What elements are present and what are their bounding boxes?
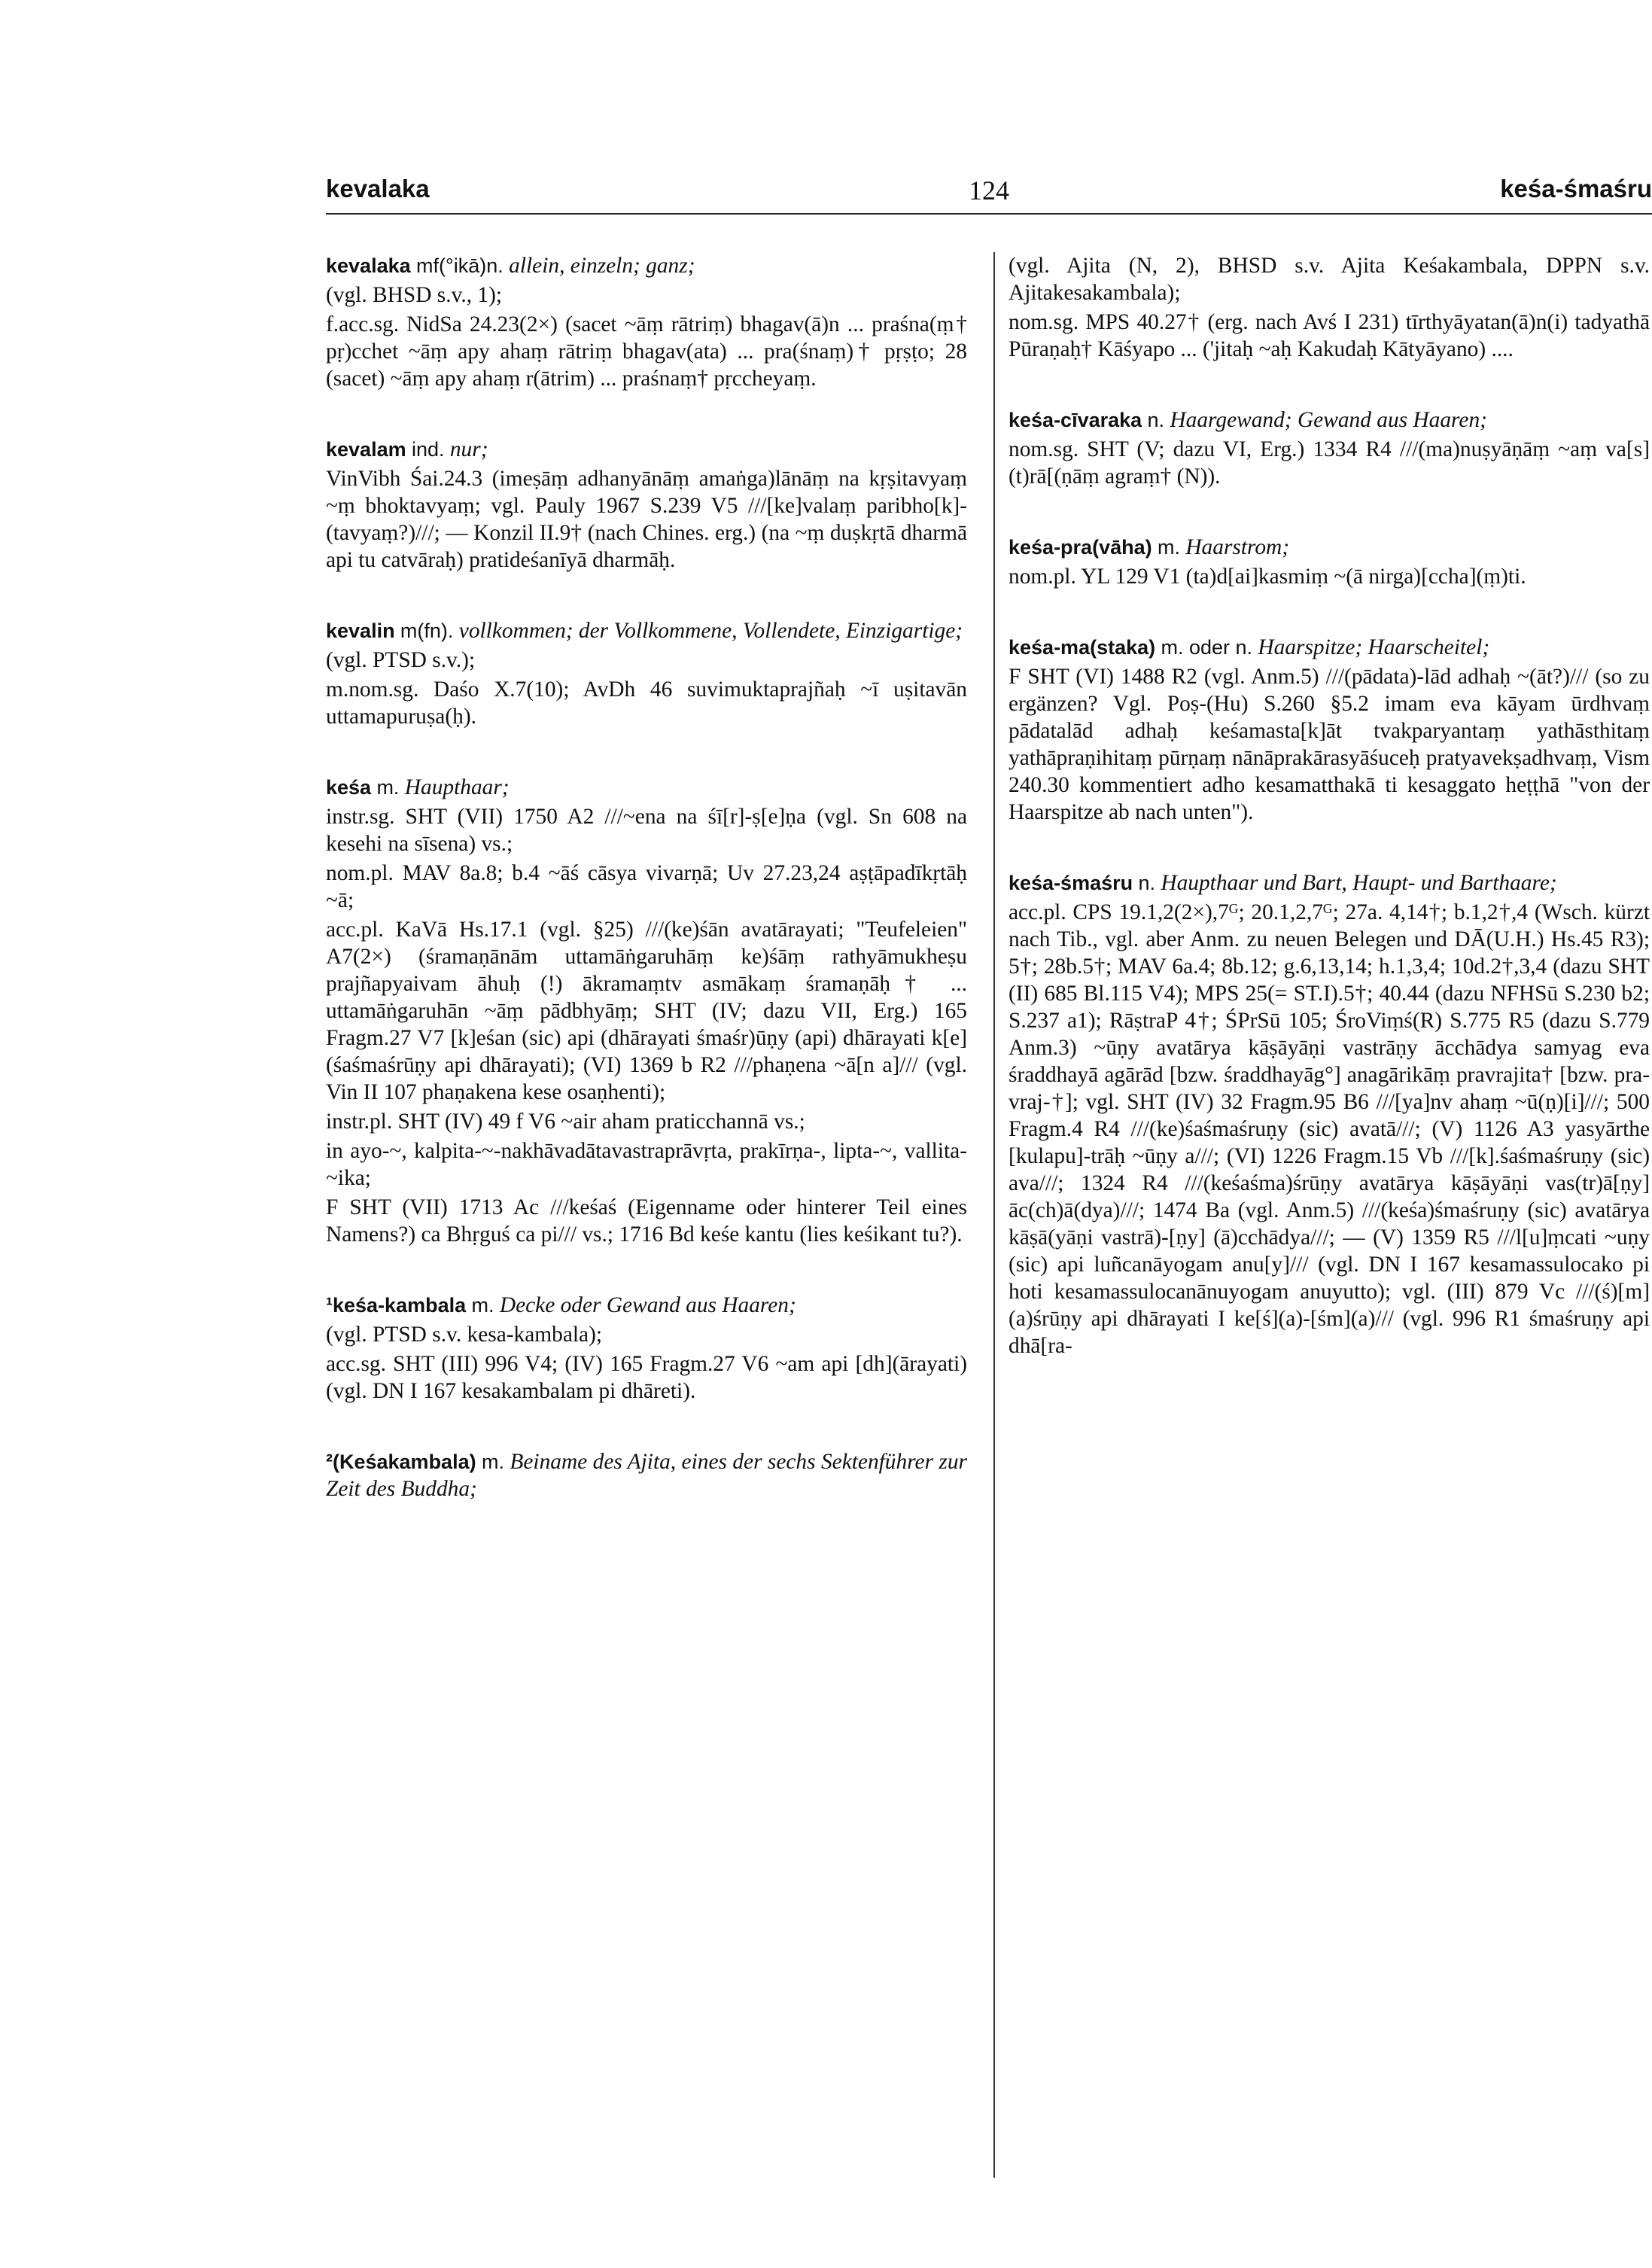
dictionary-entry xyxy=(1009,252,1650,363)
dictionary-entry xyxy=(1009,634,1650,826)
grammar-label: m. xyxy=(471,1294,494,1317)
entry-line: in ayo-~, kalpita-~-nakhāvadātavastraprāvṛta, prakīrṇa-, lipta-~, vallita-~ika; xyxy=(326,1139,967,1190)
gloss: vollkommen; der Vollkommene, Vollendete, Einzigartige; xyxy=(458,619,963,643)
headword: keśa-ma(staka) xyxy=(1009,636,1156,659)
page-header xyxy=(326,175,1652,211)
page-number: 124 xyxy=(969,175,1009,205)
headword: kevalam xyxy=(326,438,406,461)
dictionary-entry xyxy=(326,252,967,392)
headword: ¹keśa-kambala xyxy=(326,1294,467,1317)
gloss: Beiname des Ajita, eines der sechs Sektenführer zur Zeit des Buddha; xyxy=(326,1450,967,1501)
gloss: Haarspitze; Haarscheitel; xyxy=(1258,635,1490,659)
entry-heading xyxy=(326,436,967,463)
running-head-right: keśa-śmaśru xyxy=(1500,175,1652,202)
dictionary-entry xyxy=(326,1292,967,1405)
headword: kevalin xyxy=(326,620,395,642)
dictionary-entry xyxy=(326,1448,967,1502)
entry-line: nom.pl. YL 129 V1 (ta)d[ai]kasmiṃ ~(ā nirga)[ccha](ṃ)ti. xyxy=(1009,565,1526,589)
entry-line: nom.pl. MAV 8a.8; b.4 ~āś cāsya vivarṇā; Uv 27.23,24 aṣṭāpadīkṛtāḥ ~ā; xyxy=(326,861,967,912)
entry-heading xyxy=(1009,534,1650,561)
entry-line: (vgl. Ajita (N, 2), BHSD s.v. Ajita Keśakambala, DPPN s.v. Ajitakesakambala); xyxy=(1009,254,1650,305)
grammar-label: m. xyxy=(1157,536,1180,559)
gloss: nur; xyxy=(449,437,488,461)
grammar-label: ind. xyxy=(411,438,445,461)
entry-line: (vgl. PTSD s.v.); xyxy=(326,648,476,672)
headword: keśa-pra(vāha) xyxy=(1009,536,1152,559)
entry-heading xyxy=(326,1448,967,1502)
entry-line: instr.sg. SHT (VII) 1750 A2 ///~ena na śī[r]-ṣ[e]ṇa (vgl. Sn 608 na kesehi na sīsena) vs.; xyxy=(326,805,967,856)
gloss: Decke oder Gewand aus Haaren; xyxy=(499,1293,796,1317)
headword: keśa-śmaśru xyxy=(1009,872,1133,894)
entry-line: F SHT (VI) 1488 R2 (vgl. Anm.5) ///(pādata)-lād adhaḥ ~(āt?)/// (so zu ergänzen? Vgl. Poṣ-(Hu) S.260 §5.2 imam eva kāyam ūrdhvaṃ pādatalād adhaḥ keśamasta[k]āt tvakparyantaṃ yathāsthitaṃ yathāpraṇihitaṃ pūrṇaṃ nānāprakārasyāśuceḥ pratyavekṣadhvaṃ, Vism 240.30 kommentiert adho kesamatthakā ti kesaggato heṭṭhā "von der Haarspitze ab nach unten"). xyxy=(1009,665,1650,824)
entry-heading xyxy=(326,617,967,644)
grammar-label: mf(°ikā)n. xyxy=(415,254,504,277)
entry-line: nom.sg. MPS 40.27† (erg. nach Avś I 231) tīrthyāyatan(ā)n(i) tadyathā Pūraṇaḥ† Kāśyapo ... ('jitaḥ ~aḥ Kakudaḥ Kātyāyano) .... xyxy=(1009,310,1650,361)
headword: keśa xyxy=(326,776,372,799)
gloss: Haupthaar und Bart, Haupt- und Barthaare; xyxy=(1161,871,1557,895)
dictionary-entry xyxy=(326,774,967,1248)
right-column xyxy=(1009,252,1650,1403)
entry-line: acc.sg. SHT (III) 996 V4; (IV) 165 Fragm.27 V6 ~am api [dh](ārayati) (vgl. DN I 167 kesakambalam pi dhāreti). xyxy=(326,1352,967,1403)
dictionary-entry xyxy=(1009,869,1650,1359)
dictionary-entry xyxy=(1009,406,1650,490)
header-rule xyxy=(326,213,1652,215)
entry-line: acc.pl. CPS 19.1,2(2×),7ᴳ; 20.1,2,7ᴳ; 27a. 4,14†; b.1,2†,4 (Wsch. kürzt nach Tib., vgl. aber Anm. zu neuen Belegen und DĀ(U.H.) Hs.45 R3); 5†; 28b.5†; MAV 6a.4; 8b.12; g.6,13,14; h.1,3,4; 10d.2†,3,4 (dazu SHT (II) 685 Bl.115 V4); MPS 25(= ST.I).5†; 40.44 (dazu NFHSū S.230 b2; S.237 a1); RāṣtraP 4†; ŚPrSū 105; ŚroViṃś(R) S.775 R5 (dazu S.779 Anm.3) ~ūṇy avatārya kāṣāyāṇi vastrāṇy ācchādya samyag eva śraddhayā agārād [bzw. śraddhayāg°] anagārikāṃ pravrajita† [bzw. pra-vraj-†]; vgl. SHT (IV) 32 Fragm.95 B6 ///[ya]nv ahaṃ ~ū(ṇ)[i]///; 500 Fragm.4 R4 ///(ke)śaśmaśruṇy (sic) avatā///; (V) 1126 A3 yasyārthe [kulapu]-trāḥ ~ūṇy a///; (VI) 1226 Fragm.15 Vb ///[k].śaśmaśruṇy (sic) ava///; 1324 R4 ///(keśaśma)śrūṇy avatārya kāṣāyāṇi vas(tr)ā[ṇy] āc(ch)ā(dya)///; 1474 Ba (vgl. Anm.5) ///(keśa)śmaśruṇy (sic) avatārya kāṣā(yāṇi vastrā)-[ṇy] (ā)cchādya///; — (V) 1359 R5 ///l[u]ṃcati ~uṇy (sic) api luñcanāyogam anu[y]/// (vgl. DN I 167 kesamassulocako pi hoti kesamassulocanānuyogam anuyutto); vgl. (III) 879 Vc ///(ś)[m](a)śrūṇy api dhārayati I ke[ś](a)-[śm](a)/// (vgl. 996 R1 śmaśruṇy api dhā[ra- xyxy=(1009,900,1650,1358)
gloss: allein, einzeln; ganz; xyxy=(509,254,695,278)
entry-line: (vgl. BHSD s.v., 1); xyxy=(326,283,503,307)
grammar-label: n. xyxy=(1138,872,1156,894)
entry-line: m.nom.sg. Daśo X.7(10); AvDh 46 suvimuktaprajñaḥ ~ī uṣitavān uttamapuruṣa(ḥ). xyxy=(326,677,967,729)
entry-line: (vgl. PTSD s.v. kesa-kambala); xyxy=(326,1323,603,1347)
entry-line: instr.pl. SHT (IV) 49 f V6 ~air aham praticchannā vs.; xyxy=(326,1110,805,1134)
gloss: Haargewand; Gewand aus Haaren; xyxy=(1170,408,1487,432)
entry-line: f.acc.sg. NidSa 24.23(2×) (sacet ~āṃ rātriṃ) bhagav(ā)n ... praśna(ṃ† pṛ)cchet ~āṃ apy ahaṃ rātriṃ bhagav(ata) ... pra(śnaṃ)† pṛṣṭo; 28 (sacet) ~āṃ apy ahaṃ r(ātrim) ... praśnaṃ† pṛccheyaṃ. xyxy=(326,312,967,391)
dictionary-entry xyxy=(326,617,967,730)
entry-heading xyxy=(326,1292,967,1319)
column-divider xyxy=(993,252,995,2178)
left-column xyxy=(326,252,967,1546)
grammar-label: m. xyxy=(376,776,400,799)
entry-heading xyxy=(1009,634,1650,661)
entry-heading xyxy=(1009,869,1650,897)
entry-line: VinVibh Śai.24.3 (imeṣāṃ adhanyānāṃ amaṅga)lānāṃ na kṛṣitavyaṃ ~ṃ bhoktavyaṃ; vgl. Pauly 1967 S.239 V5 ///[ke]valaṃ paribho[k]-(tavyaṃ?)///; — Konzil II.9† (nach Chines. erg.) (na ~ṃ duṣkṛtā dharmā api tu catvāraḥ) pratideśanīyā dharmāḥ. xyxy=(326,467,967,572)
grammar-label: m(fn). xyxy=(400,620,454,642)
grammar-label: m. xyxy=(482,1451,504,1473)
entry-heading xyxy=(1009,406,1650,434)
grammar-label: m. oder n. xyxy=(1161,636,1253,659)
entry-line: F SHT (VII) 1713 Ac ///keśaś (Eigenname oder hinterer Teil eines Namens?) ca Bhṛguś ca pi/// vs.; 1716 Bd keśe kantu (lies keśikant tu?). xyxy=(326,1195,967,1247)
gloss: Haarstrom; xyxy=(1185,535,1290,559)
headword: ²(Keśakambala) xyxy=(326,1451,476,1473)
headword: keśa-cīvaraka xyxy=(1009,409,1142,431)
headword: kevalaka xyxy=(326,254,411,277)
gloss: Haupthaar; xyxy=(404,775,510,799)
dictionary-entry xyxy=(326,436,967,574)
dictionary-entry xyxy=(1009,534,1650,590)
entry-heading xyxy=(326,774,967,801)
entry-line: acc.pl. KaVā Hs.17.1 (vgl. §25) ///(ke)śān avatārayati; "Teufeleien" A7(2×) (śramaṇānām uttamāṅgaruhāṃ ke)śāṃ rathyāmukheṣu prajñapyaivam āhuḥ (!) ākramaṃtv asmākaṃ śramaṇāḥ† ... uttamāṅgaruhān ~āṃ pādbhyāṃ; SHT (IV; dazu VII, Erg.) 165 Fragm.27 V7 [k]eśan (sic) api (dhārayati śmaśr)ūṇy (api) dhārayati k[e](śaśmaśrūṇy api dhārayati); (VI) 1369 b R2 ///phaṇena ~ā[n a]/// (vgl. Vin II 107 phaṇakena kese osaṇhenti); xyxy=(326,918,967,1104)
grammar-label: n. xyxy=(1147,409,1165,431)
entry-heading xyxy=(326,252,967,279)
running-head-left: kevalaka xyxy=(326,175,430,202)
entry-line: nom.sg. SHT (V; dazu VI, Erg.) 1334 R4 ///(ma)nuṣyāṇāṃ ~aṃ va[s](t)rā[(ṇāṃ agraṃ† (N)). xyxy=(1009,437,1650,489)
